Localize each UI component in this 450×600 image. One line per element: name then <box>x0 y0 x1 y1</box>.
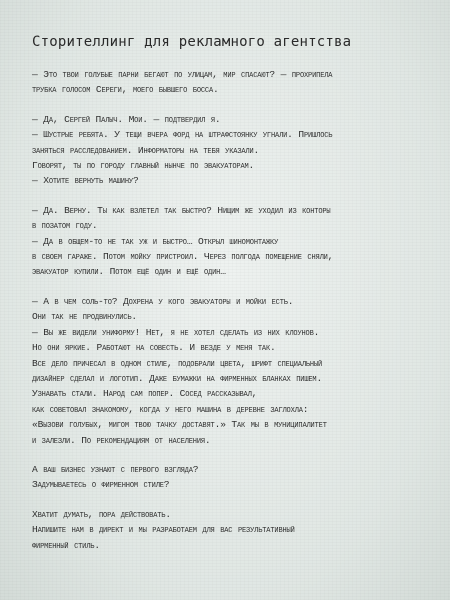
paragraph <box>32 294 430 448</box>
text-line: в позатом году. <box>32 220 98 232</box>
text-line: Но они яркие. Работают на совесть. И везде у меня так. <box>32 342 276 354</box>
text-line: трубка голосом Сереги, моего бывшего босса. <box>32 84 219 96</box>
paragraph <box>32 462 430 493</box>
text-line: дизайнер сделал и логотип. Даже бумажки на фирменных бланках пишем. <box>32 372 323 384</box>
text-line: в своем гараже. Потом мойку пристроил. Через полгода помещение сняли, <box>32 251 334 263</box>
text-line: — Да. Верну. Ты как взлетел так быстро? Нищим же уходил из конторы <box>32 204 331 216</box>
paragraph <box>32 67 430 98</box>
text-line: Узнавать стали. Народ сам попер. Сосед рассказывал, <box>32 388 258 400</box>
story-body <box>32 67 430 553</box>
text-line: Все дело причесал в одном стиле, подобрали цвета, шрифт специальный <box>32 357 323 369</box>
text-line: Хватит думать, пора действовать. <box>32 508 171 520</box>
text-line: и залезли. По рекомендациям от населения. <box>32 434 211 446</box>
text-line: — Да, Сергей Палыч. Мои. — подтвердил я. <box>32 113 221 125</box>
text-line: Задумываетесь о фирменном стиле? <box>32 479 170 491</box>
text-line: как советовал знакомому, когда у него машина в деревне заглохла: <box>32 403 309 415</box>
text-line: А ваш бизнес узнают с первого взгляда? <box>32 463 199 475</box>
text-line: — Да в общем-то не так уж и быстро… Открыл шиномонтажку <box>32 235 279 247</box>
text-line: фирменный стиль. <box>32 539 100 551</box>
text-line: — Хотите вернуть машину? <box>32 175 139 187</box>
text-line: — Вы же видели униформу! Нет, я не хотел сделать из них клоунов. <box>32 326 320 338</box>
paragraph <box>32 507 430 553</box>
text-line: — Это твои голубые парни бегают по улицам, мир спасают? — прохрипела <box>32 69 333 80</box>
text-line: «Вызови голубых, мигом твою тачку доставят.» Так мы в муниципалитет <box>32 419 327 431</box>
text-line: Они так не продвинулись. <box>32 311 137 323</box>
text-line: Напишите нам в директ и мы разработаем для вас результативный <box>32 524 295 536</box>
text-line: — Шустрые ребята. У тещи вчера форд на штрафстоянку угнали. Пришлось <box>32 129 333 141</box>
page-title: Сторителлинг для рекламного агентства <box>32 34 352 50</box>
paragraph <box>32 203 430 280</box>
text-line: эвакуатор купили. Потом ещё один и ещё один… <box>32 266 226 278</box>
text-line: заняться расследованием. Информаторы на тебя указали. <box>32 144 260 156</box>
text-line: Говорят, ты по городу главный нынче по эвакуаторам. <box>32 160 255 172</box>
text-line: — А в чем соль-то? Дохрена у кого эвакуаторы и мойки есть. <box>32 295 294 307</box>
paragraph <box>32 112 430 189</box>
